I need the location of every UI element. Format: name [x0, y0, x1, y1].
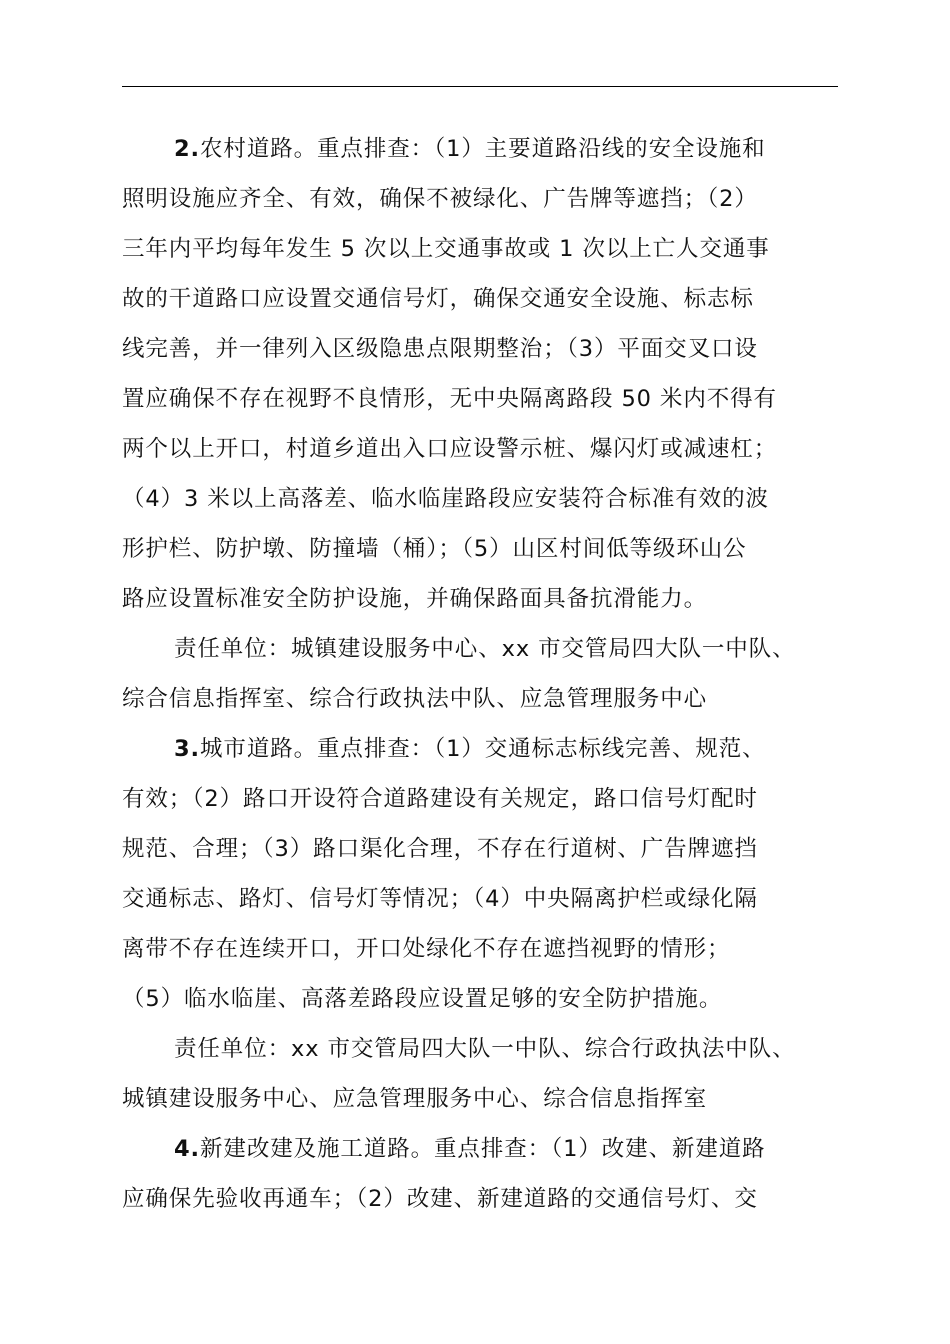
responsibility-line: 城镇建设服务中心、应急管理服务中心、综合信息指挥室 — [122, 1086, 708, 1112]
paragraph-line: 新建改建及施工道路。重点排查：（1）改建、新建道路 — [200, 1136, 766, 1162]
paragraph-line: 三年内平均每年发生 5 次以上交通事故或 1 次以上亡人交通事 — [122, 236, 770, 262]
paragraph-line: 规范、合理；（3）路口渠化合理，不存在行道树、广告牌遮挡 — [122, 836, 758, 862]
paragraph-line: 线完善，并一律列入区级隐患点限期整治；（3）平面交叉口设 — [122, 336, 758, 362]
responsibility-line: 责任单位：xx 市交管局四大队一中队、综合行政执法中队、 — [174, 1036, 796, 1062]
section-number: 3. — [174, 736, 201, 762]
section-number: 4. — [174, 1136, 201, 1162]
section-number: 2. — [174, 136, 201, 162]
paragraph-line: 照明设施应齐全、有效，确保不被绿化、广告牌等遮挡；（2） — [122, 186, 758, 212]
paragraph-line: 路应设置标准安全防护设施，并确保路面具备抗滑能力。 — [122, 586, 708, 612]
paragraph-line: 交通标志、路灯、信号灯等情况；（4）中央隔离护栏或绿化隔 — [122, 886, 758, 912]
paragraph-line: 农村道路。重点排查：（1）主要道路沿线的安全设施和 — [200, 136, 766, 162]
responsibility-line: 综合信息指挥室、综合行政执法中队、应急管理服务中心 — [122, 686, 708, 712]
paragraph-line: 应确保先验收再通车；（2）改建、新建道路的交通信号灯、交 — [122, 1186, 758, 1212]
document-body — [122, 124, 842, 1224]
paragraph-line: 有效；（2）路口开设符合道路建设有关规定，路口信号灯配时 — [122, 786, 758, 812]
paragraph-line: 置应确保不存在视野不良情形，无中央隔离路段 50 米内不得有 — [122, 386, 777, 412]
header-rule — [122, 86, 838, 87]
responsibility-line: 责任单位：城镇建设服务中心、xx 市交管局四大队一中队、 — [174, 636, 796, 662]
paragraph-line: 两个以上开口，村道乡道出入口应设警示桩、爆闪灯或减速杠； — [122, 436, 778, 462]
paragraph-line: 形护栏、防护墩、防撞墙（桶）；（5）山区村间低等级环山公 — [122, 536, 747, 562]
paragraph-line: 离带不存在连续开口，开口处绿化不存在遮挡视野的情形； — [122, 936, 731, 962]
paragraph-line: 城市道路。重点排查：（1）交通标志标线完善、规范、 — [200, 736, 766, 762]
paragraph-line: （5）临水临崖、高落差路段应设置足够的安全防护措施。 — [122, 986, 723, 1012]
section-3-heading-line — [122, 724, 842, 774]
section-4-heading-line — [122, 1124, 842, 1174]
paragraph-line: 故的干道路口应设置交通信号灯，确保交通安全设施、标志标 — [122, 286, 754, 312]
paragraph-line: （4）3 米以上高落差、临水临崖路段应安装符合标准有效的波 — [122, 486, 769, 512]
section-2-heading-line — [122, 124, 842, 174]
